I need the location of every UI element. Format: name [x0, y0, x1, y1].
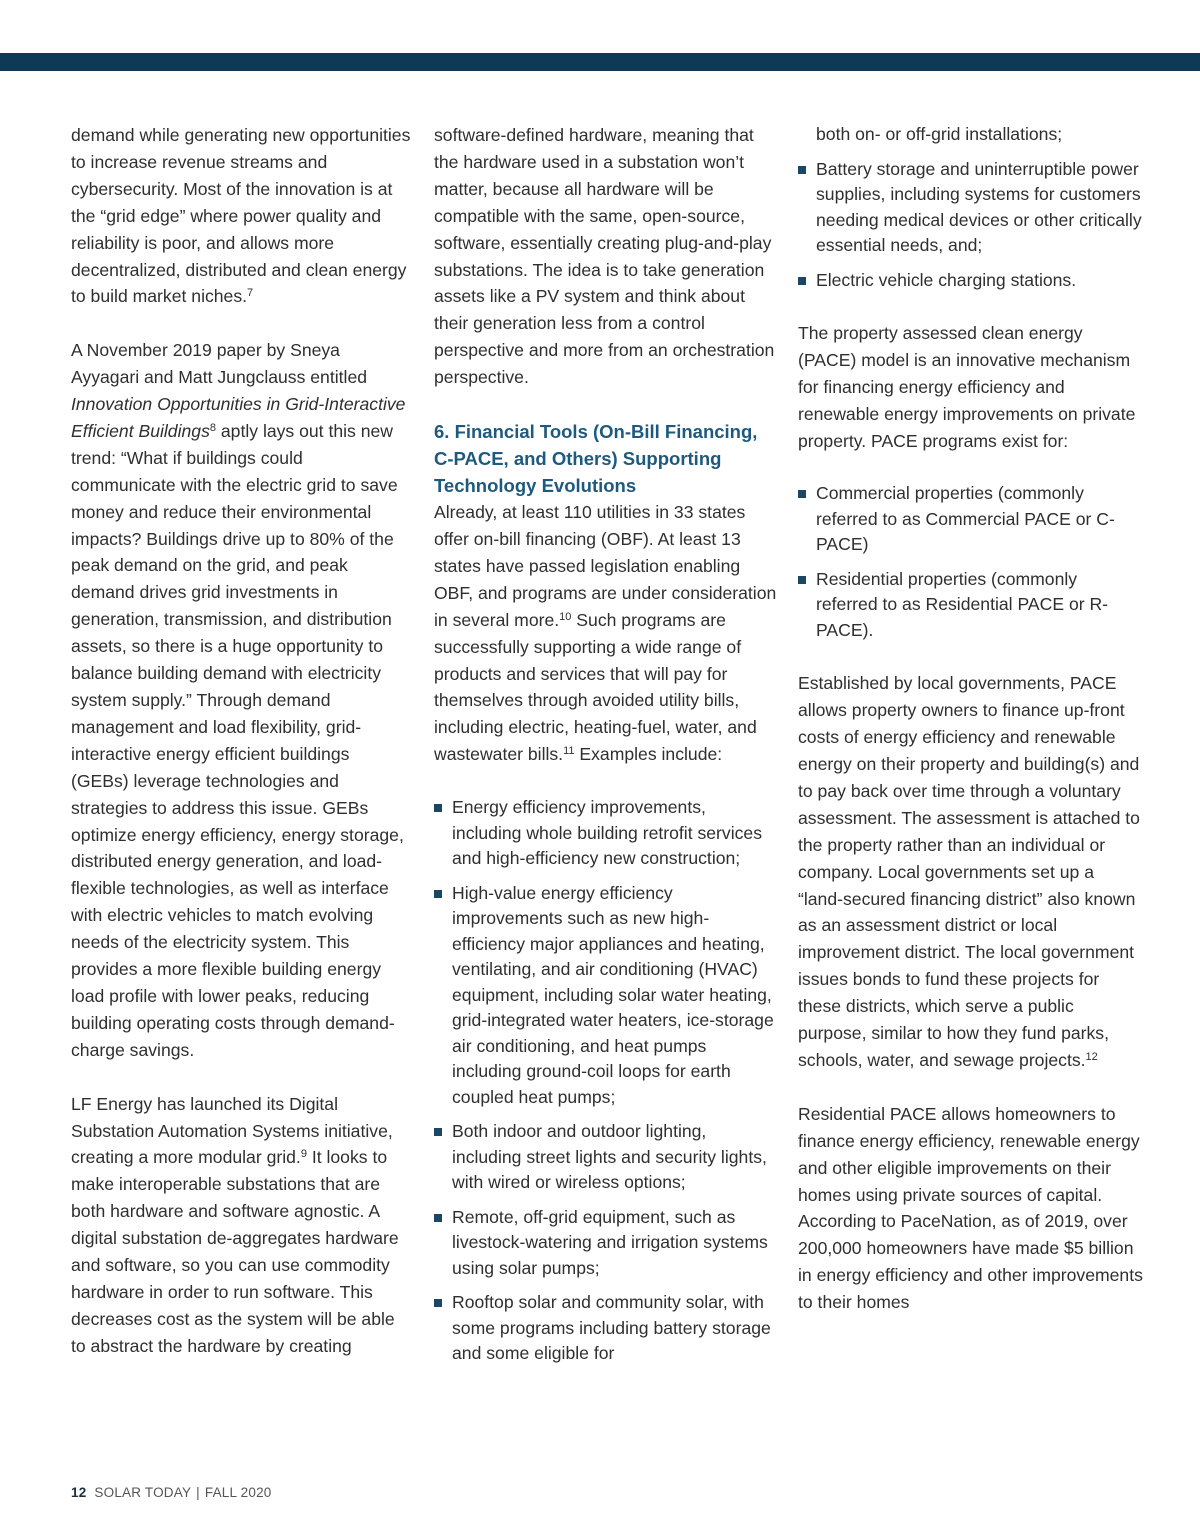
square-bullet-icon	[798, 490, 806, 498]
list-item-continuation: both on- or off-grid installations;	[816, 124, 1063, 144]
list-item: Energy efficiency improvements, including whole building retrofit services and high-efficiency new construction;	[434, 795, 779, 872]
bullet-list	[434, 795, 779, 1367]
footer-separator: |	[196, 1485, 200, 1500]
footnote-ref[interactable]: 10	[559, 610, 572, 623]
list-item: Remote, off-grid equipment, such as livestock-watering and irrigation systems using solar pumps;	[434, 1205, 779, 1282]
bullet-list	[798, 481, 1143, 643]
footnote-ref[interactable]: 11	[563, 745, 575, 758]
square-bullet-icon	[798, 576, 806, 584]
square-bullet-icon	[798, 277, 806, 285]
list-item: High-value energy efficiency improvements such as new high-efficiency major appliances and heating, ventilating, and air conditioning (HVAC) equipment, including solar water heating, grid-integrated water heaters, ice-storage air conditioning, and heat pumps including ground-coil loops for earth coupled heat pumps;	[434, 881, 779, 1111]
square-bullet-icon	[434, 804, 442, 812]
square-bullet-icon	[434, 1299, 442, 1307]
footnote-ref[interactable]: 9	[300, 1148, 307, 1161]
column-1	[71, 122, 411, 1360]
square-bullet-icon	[434, 1128, 442, 1136]
footnote-ref[interactable]: 12	[1085, 1051, 1098, 1063]
square-bullet-icon	[434, 1214, 442, 1222]
list-item: Rooftop solar and community solar, with some programs including battery storage and some eligible for	[434, 1290, 779, 1367]
column-3	[798, 122, 1143, 1316]
paragraph: The property assessed clean energy (PACE) model is an innovative mechanism for financing energy efficiency and renewable energy improvements on private property. PACE programs exist for:	[798, 322, 1136, 451]
page-footer	[71, 1485, 271, 1500]
column-2	[434, 122, 779, 1376]
footnote-ref[interactable]: 8	[209, 421, 216, 434]
square-bullet-icon	[798, 166, 806, 174]
paper-title: Innovation Opportunities in Grid-Interactive Efficient Buildings	[71, 394, 406, 441]
publication-name: SOLAR TODAY	[94, 1485, 192, 1500]
footnote-ref[interactable]: 7	[247, 287, 254, 300]
paragraph: A November 2019 paper by Sneya Ayyagari and Matt Jungclauss entitled Innovation Opportunities in Grid-Interactive Efficient Buildings$^8$ aptly lays out this new trend: “What if buildings could communicate with the electric grid to save money and reduce their environmental impacts? Buildings drive up to 80% of the peak demand on the grid, and peak demand drives grid investments in generation, transmission, and distribution assets, so there is a huge opportunity to balance building demand with electricity system supply.” Through demand management and load flexibility, grid-interactive energy efficient buildings (GEBs) leverage technologies and strategies to address this issue. GEBs optimize energy efficiency, energy storage, distributed energy generation, and load-flexible technologies, as well as interface with electric vehicles to match evolving needs of the electricity system. This provides a more flexible building energy load profile with lower peaks, reducing building operating costs through demand-charge savings.	[71, 340, 406, 1060]
list-item: Electric vehicle charging stations.	[798, 268, 1143, 294]
top-banner	[0, 53, 1200, 71]
bullet-list	[798, 122, 1143, 293]
paragraph: Established by local governments, PACE allows property owners to finance up-front costs of energy efficiency and renewable energy on their property and building(s) and to pay back over time through a voluntary assessment. The assessment is attached to the property rather than an individual or company. Local governments set up a “land-secured financing district” also known as an assessment district or local improvement district. The local government issues bonds to fund these projects for these districts, which serve a public purpose, similar to how they fund parks, schools, water, and sewage projects.$^{12}$	[798, 673, 1140, 1070]
paragraph: LF Energy has launched its Digital Substation Automation Systems initiative, creating a more modular grid.$^9$ It looks to make interoperable substations that are both hardware and software agnostic. A digital substation de-aggregates hardware and software, so you can use commodity hardware in order to run software. This decreases cost as the system will be able to abstract the hardware by creating	[71, 1093, 399, 1356]
issue-date: FALL 2020	[204, 1485, 272, 1500]
paragraph: software-defined hardware, meaning that the hardware used in a substation won’t matter, because all hardware will be compatible with the same, open-source, software, essentially creating plug-and-play substations. The idea is to take generation assets like a PV system and think about their generation less from a control perspective and more from an orchestration perspective.	[434, 125, 775, 388]
list-item: Battery storage and uninterruptible power supplies, including systems for customers needing medical devices or other critically essential needs, and;	[798, 157, 1143, 259]
page-number: 12	[71, 1485, 87, 1500]
list-item: Commercial properties (commonly referred to as Commercial PACE or C-PACE)	[798, 481, 1143, 558]
square-bullet-icon	[434, 890, 442, 898]
list-item: Residential properties (commonly referred to as Residential PACE or R-PACE).	[798, 567, 1143, 644]
paragraph: Residential PACE allows homeowners to finance energy efficiency, renewable energy and other eligible improvements on their homes using private sources of capital. According to PaceNation, as of 2019, over 200,000 homeowners have made $5 billion in energy efficiency and other improvements to their homes	[798, 1103, 1143, 1313]
section-heading: 6. Financial Tools (On-Bill Financing, C-PACE, and Others) Supporting Technology Evolutions	[434, 421, 758, 497]
paragraph: demand while generating new opportunities to increase revenue streams and cybersecurity. Most of the innovation is at the “grid edge” where power quality and reliability is poor, and allows more decentralized, distributed and clean energy to build market niches.$^7$	[71, 125, 411, 307]
paragraph: Already, at least 110 utilities in 33 states offer on-bill financing (OBF). At least 13 states have passed legislation enabling OBF, and programs are under consideration in several more.$^{10}$ Such programs are successfully supporting a wide range of products and services that will pay for themselves through avoided utility bills, including electric, heating-fuel, water, and wastewater bills.$^{11}$ Examples include:	[434, 502, 777, 765]
list-item: Both indoor and outdoor lighting, including street lights and security lights, with wired or wireless options;	[434, 1119, 779, 1196]
